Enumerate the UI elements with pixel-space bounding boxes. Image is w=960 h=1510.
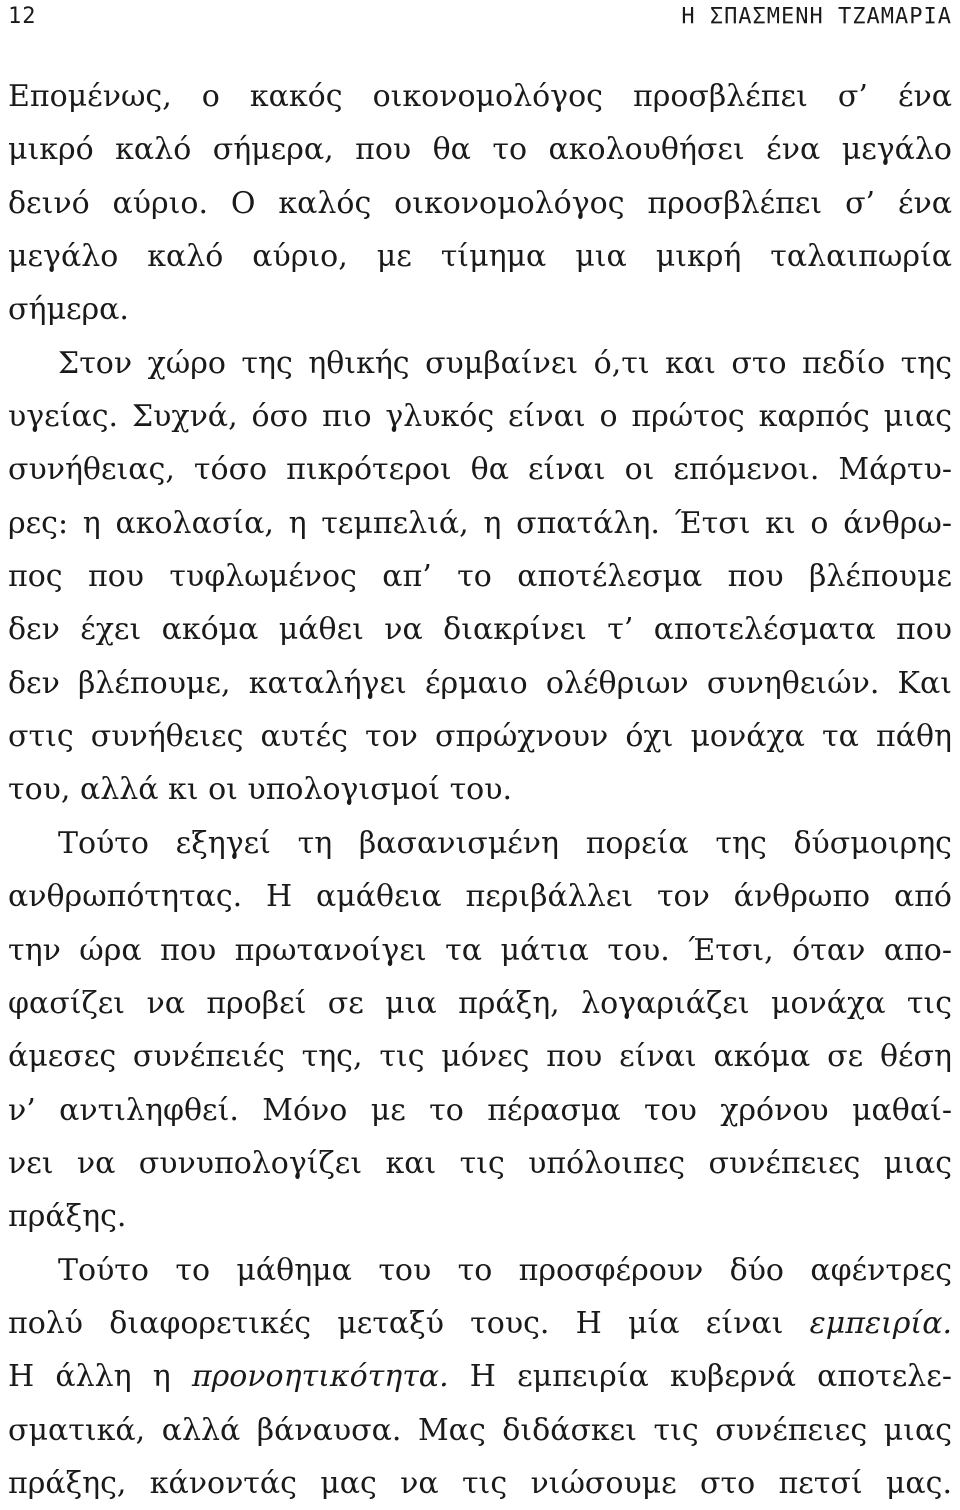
text-fragment: πολύ διαφορετικές μεταξύ τους. Η μία είναι — [8, 1305, 784, 1341]
text-line: ν’ αντιληφθεί. Μόνο με το πέρασμα του χρόνου μαθαί- — [8, 1092, 952, 1128]
text-line: ρες: η ακολασία, η τεμπελιά, η σπατάλη. Έτσι κι ο άνθρω- — [8, 505, 952, 541]
emphasis-experience: εμπειρία. — [809, 1305, 952, 1341]
text-line: πος που τυφλωμένος απ’ το αποτέλεσμα που βλέπουμε — [8, 559, 952, 595]
page-number: 12 — [8, 4, 37, 29]
text-line: δεν έχει ακόμα μάθει να διακρίνει τ’ αποτελέσματα που — [8, 612, 952, 648]
text-line: υγείας. Συχνά, όσο πιο γλυκός είναι ο πρώτος καρπός μιας — [8, 399, 952, 435]
text-fragment: Η εμπειρία κυβερνά αποτελε- — [469, 1359, 952, 1395]
text-line: ανθρωπότητας. Η αμάθεια περιβάλλει τον άνθρωπο από — [8, 879, 952, 915]
text-line: σήμερα. — [8, 292, 129, 328]
text-line: του, αλλά κι οι υπολογισμοί του. — [8, 772, 513, 808]
text-line: νει να συνυπολογίζει και τις υπόλοιπες συνέπειες μιας — [8, 1145, 952, 1181]
text-line: στις συνήθειες αυτές τον σπρώχνουν όχι μονάχα τα πάθη — [8, 719, 952, 755]
text-line — [8, 1350, 952, 1403]
text-line: Τούτο το μάθημα του το προσφέρουν δύο αφέντρες — [58, 1252, 952, 1288]
text-line: συνήθειας, τόσο πικρότεροι θα είναι οι επόμενοι. Μάρτυ- — [8, 452, 952, 488]
text-line: πράξης. — [8, 1199, 127, 1235]
text-line: Τούτο εξηγεί τη βασανισμένη πορεία της δύσμοιρης — [58, 825, 952, 861]
book-title: Η ΣΠΑΣΜΕΝΗ ΤΖΑΜΑΡΙΑ — [681, 4, 952, 29]
text-line: την ώρα που πρωτανοίγει τα μάτια του. Έτσι, όταν απο- — [8, 932, 952, 968]
text-line: φασίζει να προβεί σε μια πράξη, λογαριάζει μονάχα τις — [8, 985, 952, 1021]
text-line: μικρό καλό σήμερα, που θα το ακολουθήσει ένα μεγάλο — [8, 132, 952, 168]
text-line: μεγάλο καλό αύριο, με τίμημα μια μικρή ταλαιπωρία — [8, 239, 952, 275]
text-line — [8, 1297, 952, 1350]
text-line: σματικά, αλλά βάναυσα. Μας διδάσκει τις συνέπειες μιας — [8, 1412, 952, 1448]
text-line: Επομένως, ο κακός οικονομολόγος προσβλέπει σ’ ένα — [8, 79, 952, 114]
text-fragment: Η άλλη η — [8, 1359, 171, 1395]
emphasis-foresight: προνοητικότητα. — [191, 1359, 449, 1395]
text-line: Στον χώρο της ηθικής συμβαίνει ό,τι και στο πεδίο της — [58, 345, 952, 381]
running-head — [8, 0, 952, 40]
text-line: δεινό αύριο. Ο καλός οικονομολόγος προσβλέπει σ’ ένα — [8, 185, 952, 221]
text-line: πράξης, κάνοντάς μας να τις νιώσουμε στο πετσί μας. — [8, 1465, 952, 1501]
text-line: άμεσες συνέπειές της, τις μόνες που είναι ακόμα σε θέση — [8, 1039, 952, 1075]
text-line: δεν βλέπουμε, καταλήγει έρμαιο ολέθριων συνηθειών. Και — [8, 665, 952, 701]
body-text — [8, 70, 952, 1510]
book-page — [8, 0, 952, 1501]
